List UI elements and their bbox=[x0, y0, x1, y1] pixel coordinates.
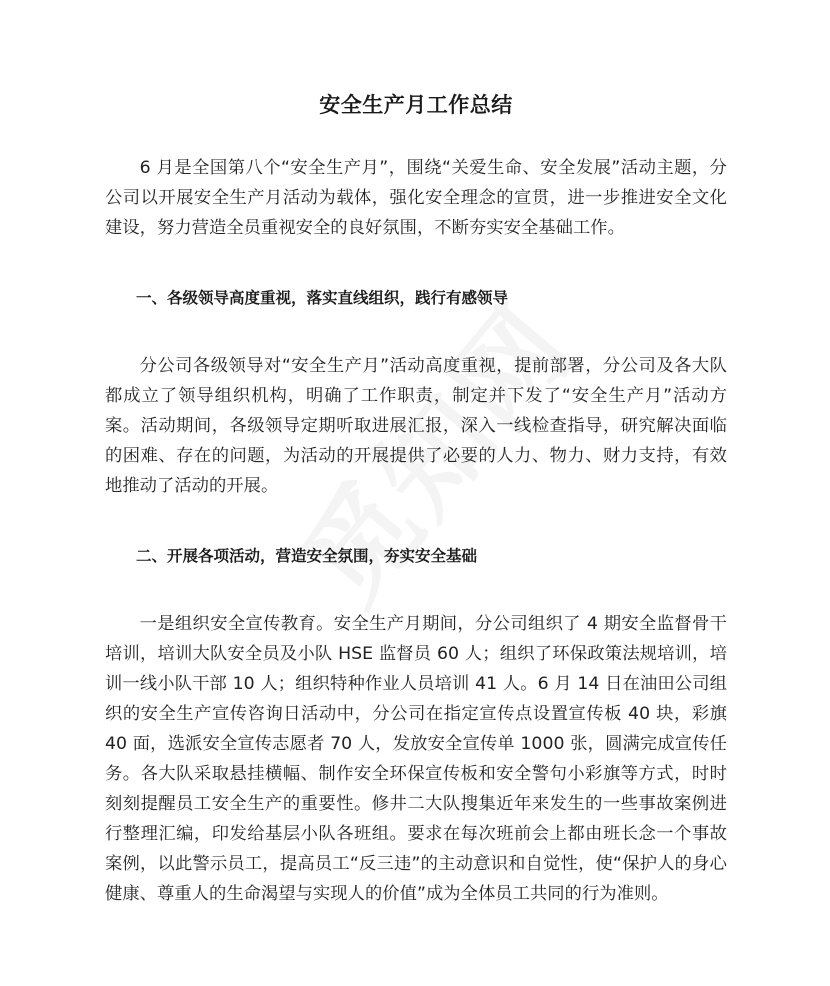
section-heading-2: 二、开展各项活动，营造安全氛围，夯实安全基础 bbox=[136, 547, 478, 565]
document-page bbox=[105, 88, 727, 909]
section-heading-1: 一、各级领导高度重视，落实直线组织，践行有感领导 bbox=[136, 289, 509, 307]
intro-paragraph: 6 月是全国第八个“安全生产月”，围绕“关爱生命、安全发展”活动主题，分公司以开展安全生产月活动为载体，强化安全理念的宣贯，进一步推进安全文化建设，努力营造全员重视安全的良好氛围，不断夯实安全基础工作。 bbox=[105, 158, 727, 238]
section-body-1: 分公司各级领导对“安全生产月”活动高度重视，提前部署，分公司及各大队都成立了领导组织机构，明确了工作职责，制定并下发了“安全生产月”活动方案。活动期间，各级领导定期听取进展汇报，深入一线检查指导，研究解决面临的困难、存在的问题，为活动的开展提供了必要的人力、物力、财力支持，有效地推动了活动的开展。 bbox=[105, 356, 727, 496]
section-body-2: 一是组织安全宣传教育。安全生产月期间，分公司组织了 4 期安全监督骨干培训，培训大队安全员及小队 HSE 监督员 60 人；组织了环保政策法规培训，培训一线小队干部 10 人；组织特种作业人员培训 41 人。6 月 14 日在油田公司组织的安全生产宣传咨询日活动中，分公司在指定宣传点设置宣传板 40 块，彩旗 40 面，选派安全宣传志愿者 70 人，发放安全宣传单 1000 张，圆满完成宣传任务。各大队采取悬挂横幅、制作安全环保宣传板和安全警句小彩旗等方式，时时刻刻提醒员工安全生产的重要性。修井二大队搜集近年来发生的一些事故案例进行整理汇编，印发给基层小队各班组。要求在每次班前会上都由班长念一个事故案例，以此警示员工，提高员工“反三违”的主动意识和自觉性，使“保护人的身心健康、尊重人的生命渴望与实现人的价值”成为全体员工共同的行为准则。 bbox=[105, 614, 727, 904]
document-title: 安全生产月工作总结 bbox=[319, 93, 513, 117]
